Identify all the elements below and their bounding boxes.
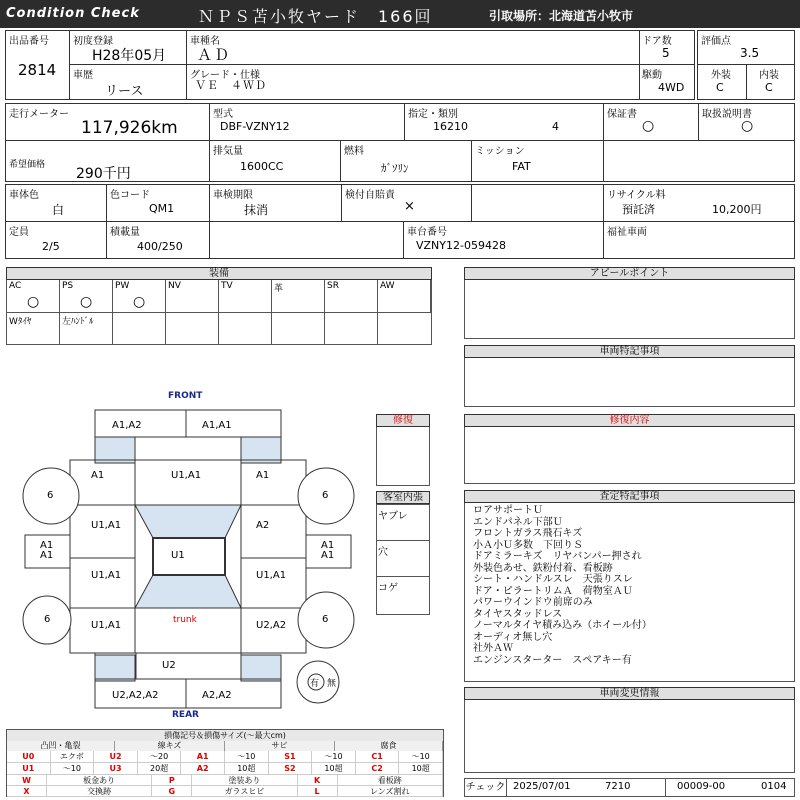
damage-legend bbox=[6, 729, 444, 797]
color-code-value: QM1 bbox=[149, 202, 175, 215]
displacement-value: 1600CC bbox=[240, 160, 284, 173]
recycle-label: リサイクル料 bbox=[607, 190, 666, 201]
score-cell bbox=[697, 30, 795, 65]
model-cell bbox=[209, 103, 405, 141]
mark-roof: U1 bbox=[171, 550, 185, 561]
lot-number: 2814 bbox=[18, 61, 57, 79]
mission-value: FAT bbox=[512, 160, 531, 173]
capacity-cell bbox=[5, 221, 107, 259]
mark-quarter-right: U2,A2 bbox=[256, 620, 287, 631]
first-reg-cell bbox=[69, 30, 187, 65]
equipment-cell-r2-4 bbox=[219, 313, 272, 345]
legend-col-2: サビ bbox=[225, 741, 335, 751]
legend-cell-2: L bbox=[298, 786, 338, 797]
equipment-cell-r2-2 bbox=[113, 313, 166, 345]
inspection-note-line: エンジンスターター スペアキー有 bbox=[473, 654, 632, 666]
mark-rear-bumper-right: A2,A2 bbox=[202, 690, 232, 701]
repair-content-title: 修復内容 bbox=[464, 414, 795, 427]
equipment-cell-4 bbox=[219, 280, 272, 313]
chassis-label: 車台番号 bbox=[407, 227, 447, 238]
recycle-fee: 10,200円 bbox=[712, 203, 762, 216]
fuel-cell bbox=[340, 140, 472, 182]
legend-cell: 20超 bbox=[138, 763, 182, 775]
equipment-key: PS bbox=[62, 281, 74, 291]
grade-label: グレード・仕様 bbox=[190, 70, 260, 81]
car-name-cell bbox=[186, 30, 640, 65]
chassis-value: VZNY12-059428 bbox=[416, 239, 506, 252]
legend-cell-2: ガラスヒビ bbox=[192, 786, 297, 797]
history-value: リース bbox=[105, 84, 144, 99]
exterior-label: 外装 bbox=[711, 70, 731, 81]
interior-label: 内装 bbox=[759, 70, 779, 81]
repair-content-section bbox=[464, 414, 795, 484]
recycle-status: 預託済 bbox=[622, 203, 655, 216]
equipment-cell-r2-1 bbox=[60, 313, 113, 345]
color-code-label: 色コード bbox=[110, 190, 150, 201]
mileage-cell bbox=[5, 103, 210, 141]
legend-cell: U3 bbox=[94, 763, 138, 775]
doors-label: ドア数 bbox=[642, 36, 672, 47]
equipment-value: ○ bbox=[27, 294, 40, 310]
equipment-cell-7 bbox=[378, 280, 431, 313]
legend-cell: 10超 bbox=[312, 763, 356, 775]
spec-label: 指定・類別 bbox=[408, 109, 458, 120]
equipment-cell-3 bbox=[166, 280, 219, 313]
inspection-notes-title: 査定特記事項 bbox=[464, 490, 795, 503]
color-code-cell bbox=[106, 184, 210, 222]
legend-cell: C1 bbox=[356, 751, 400, 763]
legend-cell: A2 bbox=[181, 763, 225, 775]
displacement-cell bbox=[209, 140, 341, 182]
body-color-cell bbox=[5, 184, 107, 222]
mark-front-bumper-left: A1,A2 bbox=[112, 420, 142, 431]
equipment-key: TV bbox=[221, 281, 233, 291]
interior-item-hole: 穴 bbox=[378, 547, 388, 558]
rear-right-corner bbox=[241, 655, 281, 681]
mark-front-door-left: U1,A1 bbox=[91, 520, 122, 531]
mark-front-bumper-right: A1,A1 bbox=[202, 420, 232, 431]
mark-back-door: U2 bbox=[162, 660, 176, 671]
equipment-cell-2 bbox=[113, 280, 166, 313]
price-cell bbox=[5, 140, 210, 182]
inspection-notes-section bbox=[464, 490, 795, 682]
features-section bbox=[464, 345, 795, 407]
check-date: 2025/07/01 bbox=[513, 781, 571, 792]
inspection-cell bbox=[209, 184, 342, 222]
legend-cell: S2 bbox=[269, 763, 313, 775]
rear-left-corner bbox=[95, 655, 135, 681]
equipment-value: ○ bbox=[80, 294, 93, 310]
price-label: 希望価格 bbox=[9, 160, 46, 170]
inspection-label: 車検期限 bbox=[213, 190, 253, 201]
inspection-note-line: 社外ＡＷ bbox=[473, 643, 513, 654]
blank-cell-3 bbox=[209, 221, 404, 259]
drive-label: 駆動 bbox=[642, 70, 662, 81]
legend-cell: U2 bbox=[94, 751, 138, 763]
first-reg-value: H28年05月 bbox=[92, 48, 167, 64]
inspection-note-line: 外装色あせ、鉄粉付着、看板跡 bbox=[473, 562, 613, 574]
interior-grade-cell bbox=[746, 64, 795, 100]
doors-cell bbox=[639, 30, 695, 65]
legend-cell: U1 bbox=[7, 763, 51, 775]
inspection-note-line: タイヤスタッドレス bbox=[473, 608, 563, 620]
equipment-cell-r2-3 bbox=[166, 313, 219, 345]
chassis-cell bbox=[403, 221, 604, 259]
exterior-cell bbox=[697, 64, 747, 100]
equipment-table bbox=[6, 267, 432, 345]
legend-cell-2: 板金あり bbox=[47, 775, 152, 786]
mark-quarter-left: U1,A1 bbox=[91, 620, 122, 631]
check-label: チェック bbox=[465, 779, 507, 796]
legend-col-3: 腐食 bbox=[335, 741, 443, 751]
capacity-value: 2/5 bbox=[42, 240, 60, 253]
legend-cell-2: W bbox=[7, 775, 47, 786]
spec-value-2: 4 bbox=[552, 120, 559, 133]
legend-cell: エクボ bbox=[51, 751, 95, 763]
inspection-note-line: ノーマルタイヤ積み込み（ホイール付） bbox=[473, 620, 652, 631]
header-bar bbox=[0, 0, 800, 28]
register-value: × bbox=[404, 199, 415, 214]
equipment-value: ○ bbox=[133, 294, 146, 310]
history-label: 車歴 bbox=[73, 70, 93, 81]
repair-title: 修復 bbox=[376, 414, 430, 427]
legend-col-0: 凸凹・亀裂 bbox=[7, 741, 115, 751]
inspection-note-line: ロアサポートＵ bbox=[473, 505, 543, 516]
equipment-cell-1 bbox=[60, 280, 113, 313]
equipment-cell-r2-0 bbox=[7, 313, 60, 345]
grade-cell bbox=[186, 64, 640, 100]
legend-cell-2: K bbox=[298, 775, 338, 786]
model-label: 型式 bbox=[213, 109, 233, 120]
load-value: 400/250 bbox=[137, 240, 183, 253]
tire-fr-depth: 6 bbox=[322, 490, 329, 501]
car-name-label: 車種名 bbox=[190, 36, 220, 47]
legend-col-1: 線キズ bbox=[115, 741, 225, 751]
blank-cell-2 bbox=[471, 184, 604, 222]
legend-cell-2: P bbox=[152, 775, 192, 786]
warranty-label: 保証書 bbox=[607, 109, 637, 120]
welfare-cell bbox=[603, 221, 795, 259]
features-title: 車両特記事項 bbox=[464, 345, 795, 358]
load-cell bbox=[106, 221, 210, 259]
legend-cell-2: 塗装あり bbox=[192, 775, 297, 786]
car-diagram bbox=[0, 385, 376, 725]
equipment-key: 革 bbox=[274, 284, 284, 294]
history-cell bbox=[69, 64, 187, 100]
capacity-label: 定員 bbox=[9, 227, 29, 238]
front-right-corner bbox=[241, 437, 281, 463]
register-label: 検付自賠責 bbox=[345, 190, 395, 201]
register-cell bbox=[341, 184, 472, 222]
legend-cell: 〜20 bbox=[138, 751, 182, 763]
mark-front-door-right: A2 bbox=[256, 520, 270, 531]
appeal-title: アピールポイント bbox=[464, 267, 795, 280]
legend-cell: U0 bbox=[7, 751, 51, 763]
front-label: FRONT bbox=[168, 391, 203, 401]
load-label: 積載量 bbox=[110, 227, 140, 238]
inspection-note-line: ドア・ピラートリムＡ 荷物室ＡＵ bbox=[473, 585, 633, 597]
price-value: 290千円 bbox=[76, 166, 131, 182]
equipment-cell-5 bbox=[272, 280, 325, 313]
interior-title: 客室内張 bbox=[376, 491, 430, 504]
mark-front-fender-right: A1 bbox=[256, 470, 270, 481]
change-info-section bbox=[464, 687, 795, 773]
legend-cell: 〜10 bbox=[312, 751, 356, 763]
legend-cell: 10超 bbox=[399, 763, 443, 775]
legend-cell: 10超 bbox=[225, 763, 269, 775]
mission-label: ミッション bbox=[475, 146, 525, 157]
body-color-label: 車体色 bbox=[9, 190, 39, 201]
inspection-note-line: フロントガラス飛石キズ bbox=[473, 528, 583, 539]
displacement-label: 排気量 bbox=[213, 146, 243, 157]
interior-item-tear: ヤブレ bbox=[378, 511, 408, 522]
tire-rr-depth: 6 bbox=[322, 614, 329, 625]
lot-label: 出品番号 bbox=[9, 36, 49, 47]
blank-cell-1 bbox=[603, 140, 795, 182]
pickup-location: 引取場所：北海道苫小牧市 bbox=[489, 9, 634, 23]
condition-check-label: Condition Check bbox=[6, 6, 140, 21]
fuel-value: ｶﾞｿﾘﾝ bbox=[381, 162, 409, 175]
mark-mirror-right: A1 A1 bbox=[321, 540, 335, 561]
legend-cell-2: 看板跡 bbox=[338, 775, 443, 786]
equipment-key: AC bbox=[9, 281, 22, 291]
legend-cell-2: X bbox=[7, 786, 47, 797]
inspection-note-line: エンドパネル下部Ｕ bbox=[473, 516, 563, 528]
equipment-key: Wﾀｲﾔ bbox=[9, 317, 32, 327]
check-code-1: 7210 bbox=[605, 781, 631, 792]
mark-rear-door-right: U1,A1 bbox=[256, 570, 287, 581]
exterior-value: C bbox=[716, 81, 724, 94]
fuel-label: 燃料 bbox=[344, 146, 364, 157]
score-label: 評価点 bbox=[701, 36, 731, 47]
body-color-value: 白 bbox=[52, 203, 65, 217]
interior-value: C bbox=[765, 81, 773, 94]
inspection-note-line: ドアミラーキズ リヤバンパー押され bbox=[473, 551, 642, 562]
model-value: DBF-VZNY12 bbox=[220, 120, 290, 133]
check-code-2: 00009-00 bbox=[677, 781, 726, 792]
mark-mirror-left: A1 A1 bbox=[40, 540, 54, 561]
equipment-title: 装備 bbox=[6, 267, 432, 280]
inspection-note-line: 小Ａ小Ｕ多数 下回りＳ bbox=[473, 539, 583, 551]
interior-item-burn: コゲ bbox=[378, 583, 398, 594]
interior-box bbox=[376, 491, 430, 615]
legend-cell: 〜10 bbox=[225, 751, 269, 763]
legend-cell-2: レンズ割れ bbox=[338, 786, 443, 797]
equipment-cell-r2-6 bbox=[325, 313, 378, 345]
equipment-cell-0 bbox=[7, 280, 60, 313]
spec-cell bbox=[404, 103, 604, 141]
tire-rl-depth: 6 bbox=[44, 614, 51, 625]
legend-cell: A1 bbox=[181, 751, 225, 763]
mileage-label: 走行メーター bbox=[9, 109, 69, 120]
mark-front-fender-left: A1 bbox=[91, 470, 105, 481]
equipment-key: NV bbox=[168, 281, 181, 291]
legend-cell: C2 bbox=[356, 763, 400, 775]
spare-none: 無 bbox=[327, 679, 337, 689]
equipment-cell-r2-5 bbox=[272, 313, 325, 345]
inspection-note-line: パワーウインドウ前席のみ bbox=[473, 597, 593, 608]
repair-box bbox=[376, 414, 430, 486]
page-title: ＮＰＳ苫小牧ヤード 166回 bbox=[198, 7, 433, 26]
drive-cell bbox=[639, 64, 695, 100]
recycle-cell bbox=[603, 184, 795, 222]
inspection-note-line: オーディオ無し穴 bbox=[473, 631, 553, 643]
equipment-key: AW bbox=[380, 281, 395, 291]
mission-cell bbox=[471, 140, 604, 182]
manual-value: ○ bbox=[741, 118, 754, 134]
drive-value: 4WD bbox=[658, 81, 685, 94]
trunk-label: trunk bbox=[173, 615, 197, 625]
score-value: 3.5 bbox=[740, 46, 760, 60]
tire-fl-depth: 6 bbox=[47, 490, 54, 501]
spare-has: 有 bbox=[310, 679, 320, 689]
grade-value: ＶＥ ４ＷＤ bbox=[195, 79, 267, 92]
legend-title: 損傷記号＆損傷サイズ(〜最大cm) bbox=[7, 730, 443, 741]
manual-label: 取扱説明書 bbox=[702, 109, 752, 120]
check-code-3: 0104 bbox=[761, 781, 787, 792]
appeal-section bbox=[464, 267, 795, 339]
change-info-title: 車両変更情報 bbox=[464, 687, 795, 700]
mark-hood: U1,A1 bbox=[171, 470, 202, 481]
legend-cell: 〜10 bbox=[399, 751, 443, 763]
warranty-value: ○ bbox=[642, 118, 655, 134]
manual-cell bbox=[698, 103, 795, 141]
mileage-value: 117,926km bbox=[81, 118, 178, 138]
inspection-value: 抹消 bbox=[244, 203, 269, 217]
mark-rear-bumper-left: U2,A2,A2 bbox=[112, 690, 159, 701]
equipment-key: SR bbox=[327, 281, 339, 291]
equipment-key: PW bbox=[115, 281, 130, 291]
inspection-note-line: シート・ハンドルスレ 天張りスレ bbox=[473, 574, 633, 585]
spec-value-1: 16210 bbox=[433, 120, 468, 133]
legend-cell-2: 交換跡 bbox=[47, 786, 152, 797]
doors-value: 5 bbox=[662, 46, 670, 60]
mark-rear-door-left: U1,A1 bbox=[91, 570, 122, 581]
welfare-label: 福祉車両 bbox=[607, 227, 647, 238]
equipment-key: 左ﾊﾝﾄﾞﾙ bbox=[62, 317, 94, 327]
warranty-cell bbox=[603, 103, 699, 141]
equipment-cell-6 bbox=[325, 280, 378, 313]
rear-label: REAR bbox=[172, 710, 199, 720]
footer-bar bbox=[464, 778, 795, 797]
legend-cell-2: G bbox=[152, 786, 192, 797]
car-name-value: ＡＤ bbox=[197, 46, 232, 64]
legend-cell: S1 bbox=[269, 751, 313, 763]
front-left-corner bbox=[95, 437, 135, 463]
first-reg-label: 初度登録 bbox=[73, 36, 113, 47]
lot-cell bbox=[5, 30, 70, 100]
legend-cell: 〜10 bbox=[51, 763, 95, 775]
